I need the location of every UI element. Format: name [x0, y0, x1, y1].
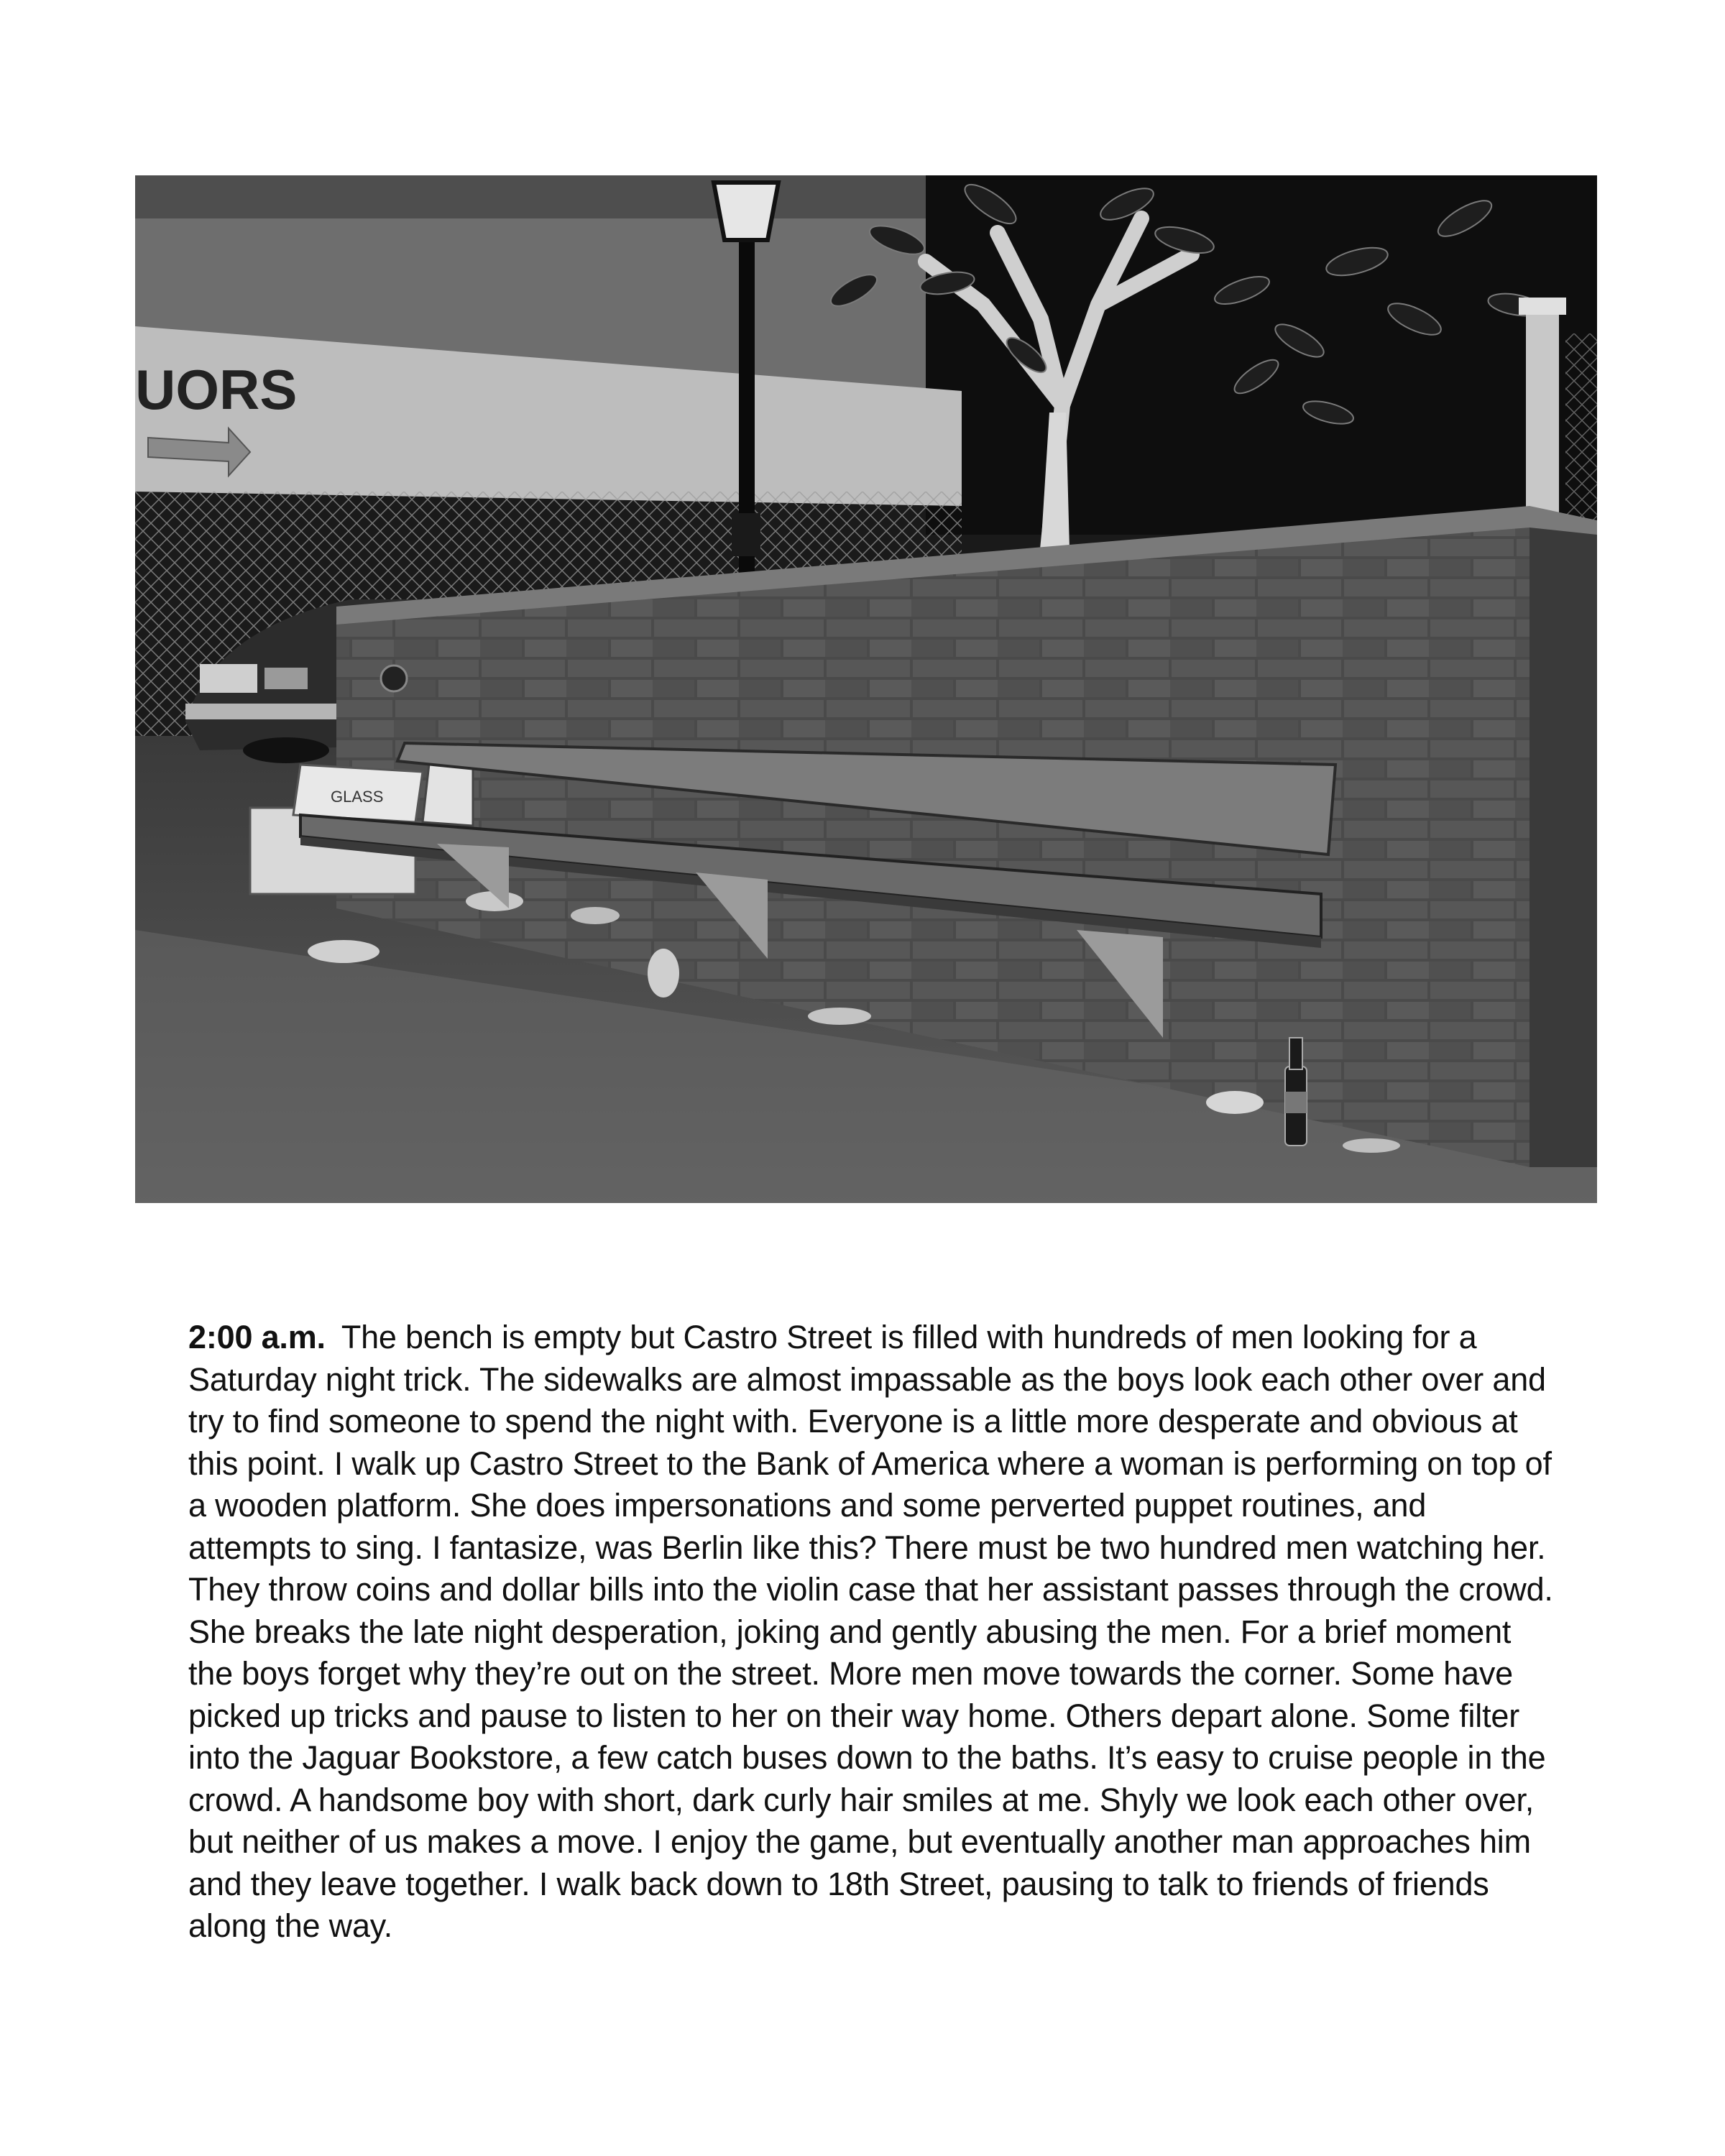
- street-bench-photo: [135, 175, 1597, 1203]
- caption-time: 2:00 a.m.: [188, 1319, 326, 1355]
- pipe-shape: [1526, 298, 1559, 542]
- caption-paragraph: [188, 1317, 1554, 1948]
- caption-body: The bench is empty but Castro Street is filled with hundreds of men looking for a Saturday night trick. The sidewalks are almost impassable as the boys look each other over and try to find someone to spend the night with. Everyone is a little more desperate and obvious at this point. I walk up Castro Street to the Bank of America where a woman is performing on top of a wooden platform. She does impersonations and some perverted puppet routines, and attempts to sing. I fantasize, was Berlin like this? There must be two hundred men watching her. They throw coins and dollar bills into the violin case that her assistant passes through the crowd. She breaks the late night desperation, joking and gently abusing the men. For a brief moment the boys forget why they’re out on the street. More men move towards the corner. Some have picked up tricks and pause to listen to her on their way home. Others depart alone. Some filter into the Jaguar Bookstore, a few catch buses down to the baths. It’s easy to cruise people in the crowd. A handsome boy with short, dark curly hair smiles at me. Shyly we look each other over, but neither of us makes a move. I enjoy the game, but eventually another man approaches him and they leave together. I walk back down to 18th Street, pausing to talk to friends of friends along the way.: [188, 1319, 1553, 1944]
- box-label-text: GLASS: [331, 788, 384, 806]
- liquors-sign-text: UORS: [135, 358, 298, 421]
